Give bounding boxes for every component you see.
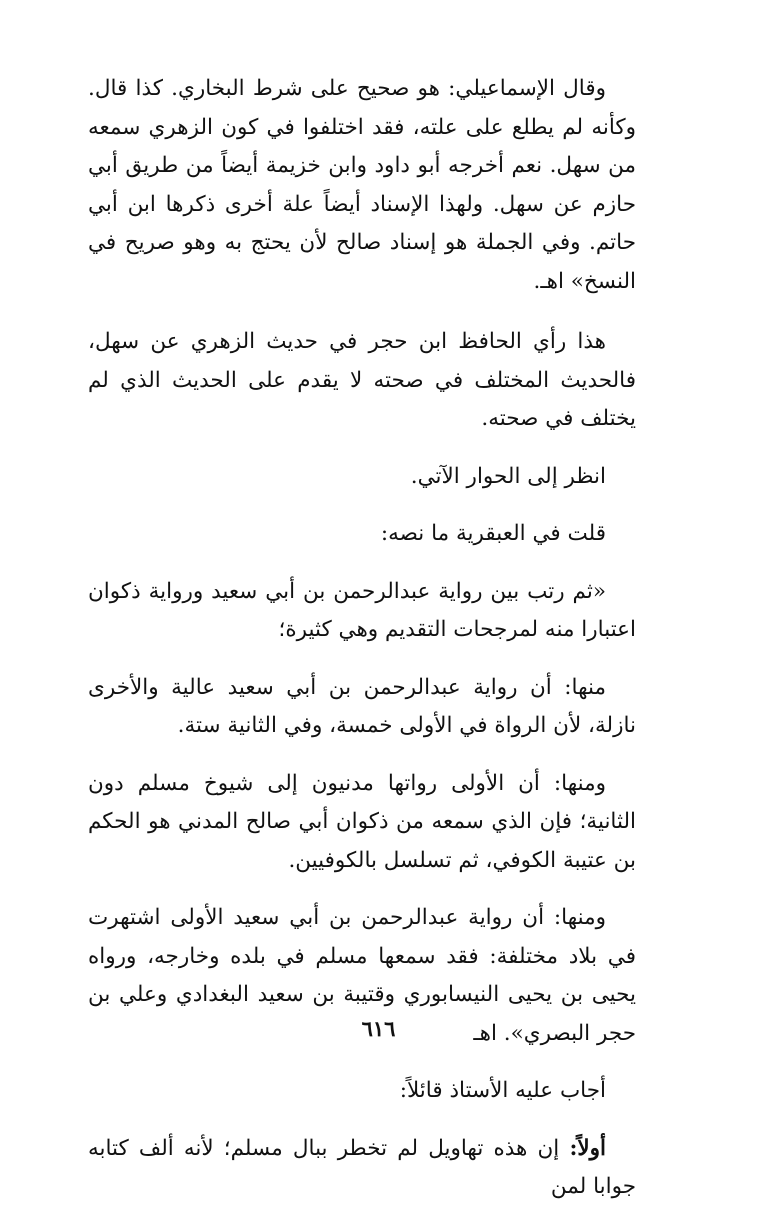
paragraph-text: انظر إلى الحوار الآتي. [410,463,606,489]
paragraph-firstly [88,1130,636,1207]
paragraph-hafiz-opinion [88,323,636,439]
paragraph-text: أجاب عليه الأستاذ قائلاً: [399,1078,606,1103]
paragraph-text: ومنها: أن رواية عبدالرحمن بن أبي سعيد الأولى اشتهرت في بلاد مختلفة: فقد سمعها مسلم في بلده وخارجه، ورواه يحيى بن يحيى النيسابوري وقتيبة بن سعيد البغدادي وعلي بن حجر البصري». اهـ [88,905,636,1046]
paragraph-text: منها: أن رواية عبدالرحمن بن أبي سعيد عالية والأخرى نازلة، لأن الرواة في الأولى خمسة، وفي الثانية ستة. [88,674,636,738]
page-number: ٦١٦ [361,1016,396,1041]
paragraph-text: هذا رأي الحافظ ابن حجر في حديث الزهري عن سهل، فالحديث المختلف في صحته لا يقدم على الحديث الذي لم يختلف في صحته. [88,329,636,431]
paragraph-quote-start [88,573,636,650]
paragraph-text: قلت في العبقرية ما نصه: [380,521,606,546]
paragraph-text: وقال الإسماعيلي: هو صحيح على شرط البخاري. كذا قال. وكأنه لم يطلع على علته، فقد اختلفوا في كون الزهري سمعه من سهل. نعم أخرجه أبو داود وابن خزيمة أيضاً من طريق أبي حازم عن سهل. ولهذا الإسناد أيضاً علة أخرى ذكرها ابن أبي حاتم. وفي الجملة هو إسناد صالح لأن يحتج به وهو صريح في النسخ» اهـ. [88,76,636,294]
paragraph-text: إن هذه تهاويل لم تخطر ببال مسلم؛ لأنه ألف كتابه جوابا لمن [88,1135,636,1199]
paragraph-text: «ثم رتب بين رواية عبدالرحمن بن أبي سعيد ورواية ذكوان اعتبارا منه لمرجحات التقديم وهي كثيرة؛ [88,578,636,642]
paragraph-professor-answer [88,1072,636,1111]
paragraph-i-said [88,515,636,554]
paragraph-lead-label: أولاً: [569,1135,606,1161]
paragraph-text: ومنها: أن الأولى رواتها مدنيون إلى شيوخ مسلم دون الثانية؛ فإن الذي سمعه من ذكوان أبي صالح المدني هو الحكم بن عتيبة الكوفي، ثم تسلسل بالكوفيين. [88,770,636,873]
paragraph-second-reason [88,765,636,881]
paragraph-look-dialogue [88,458,636,497]
paragraph-first-reason [88,669,636,746]
paragraph-ismaili-quote [88,70,636,301]
